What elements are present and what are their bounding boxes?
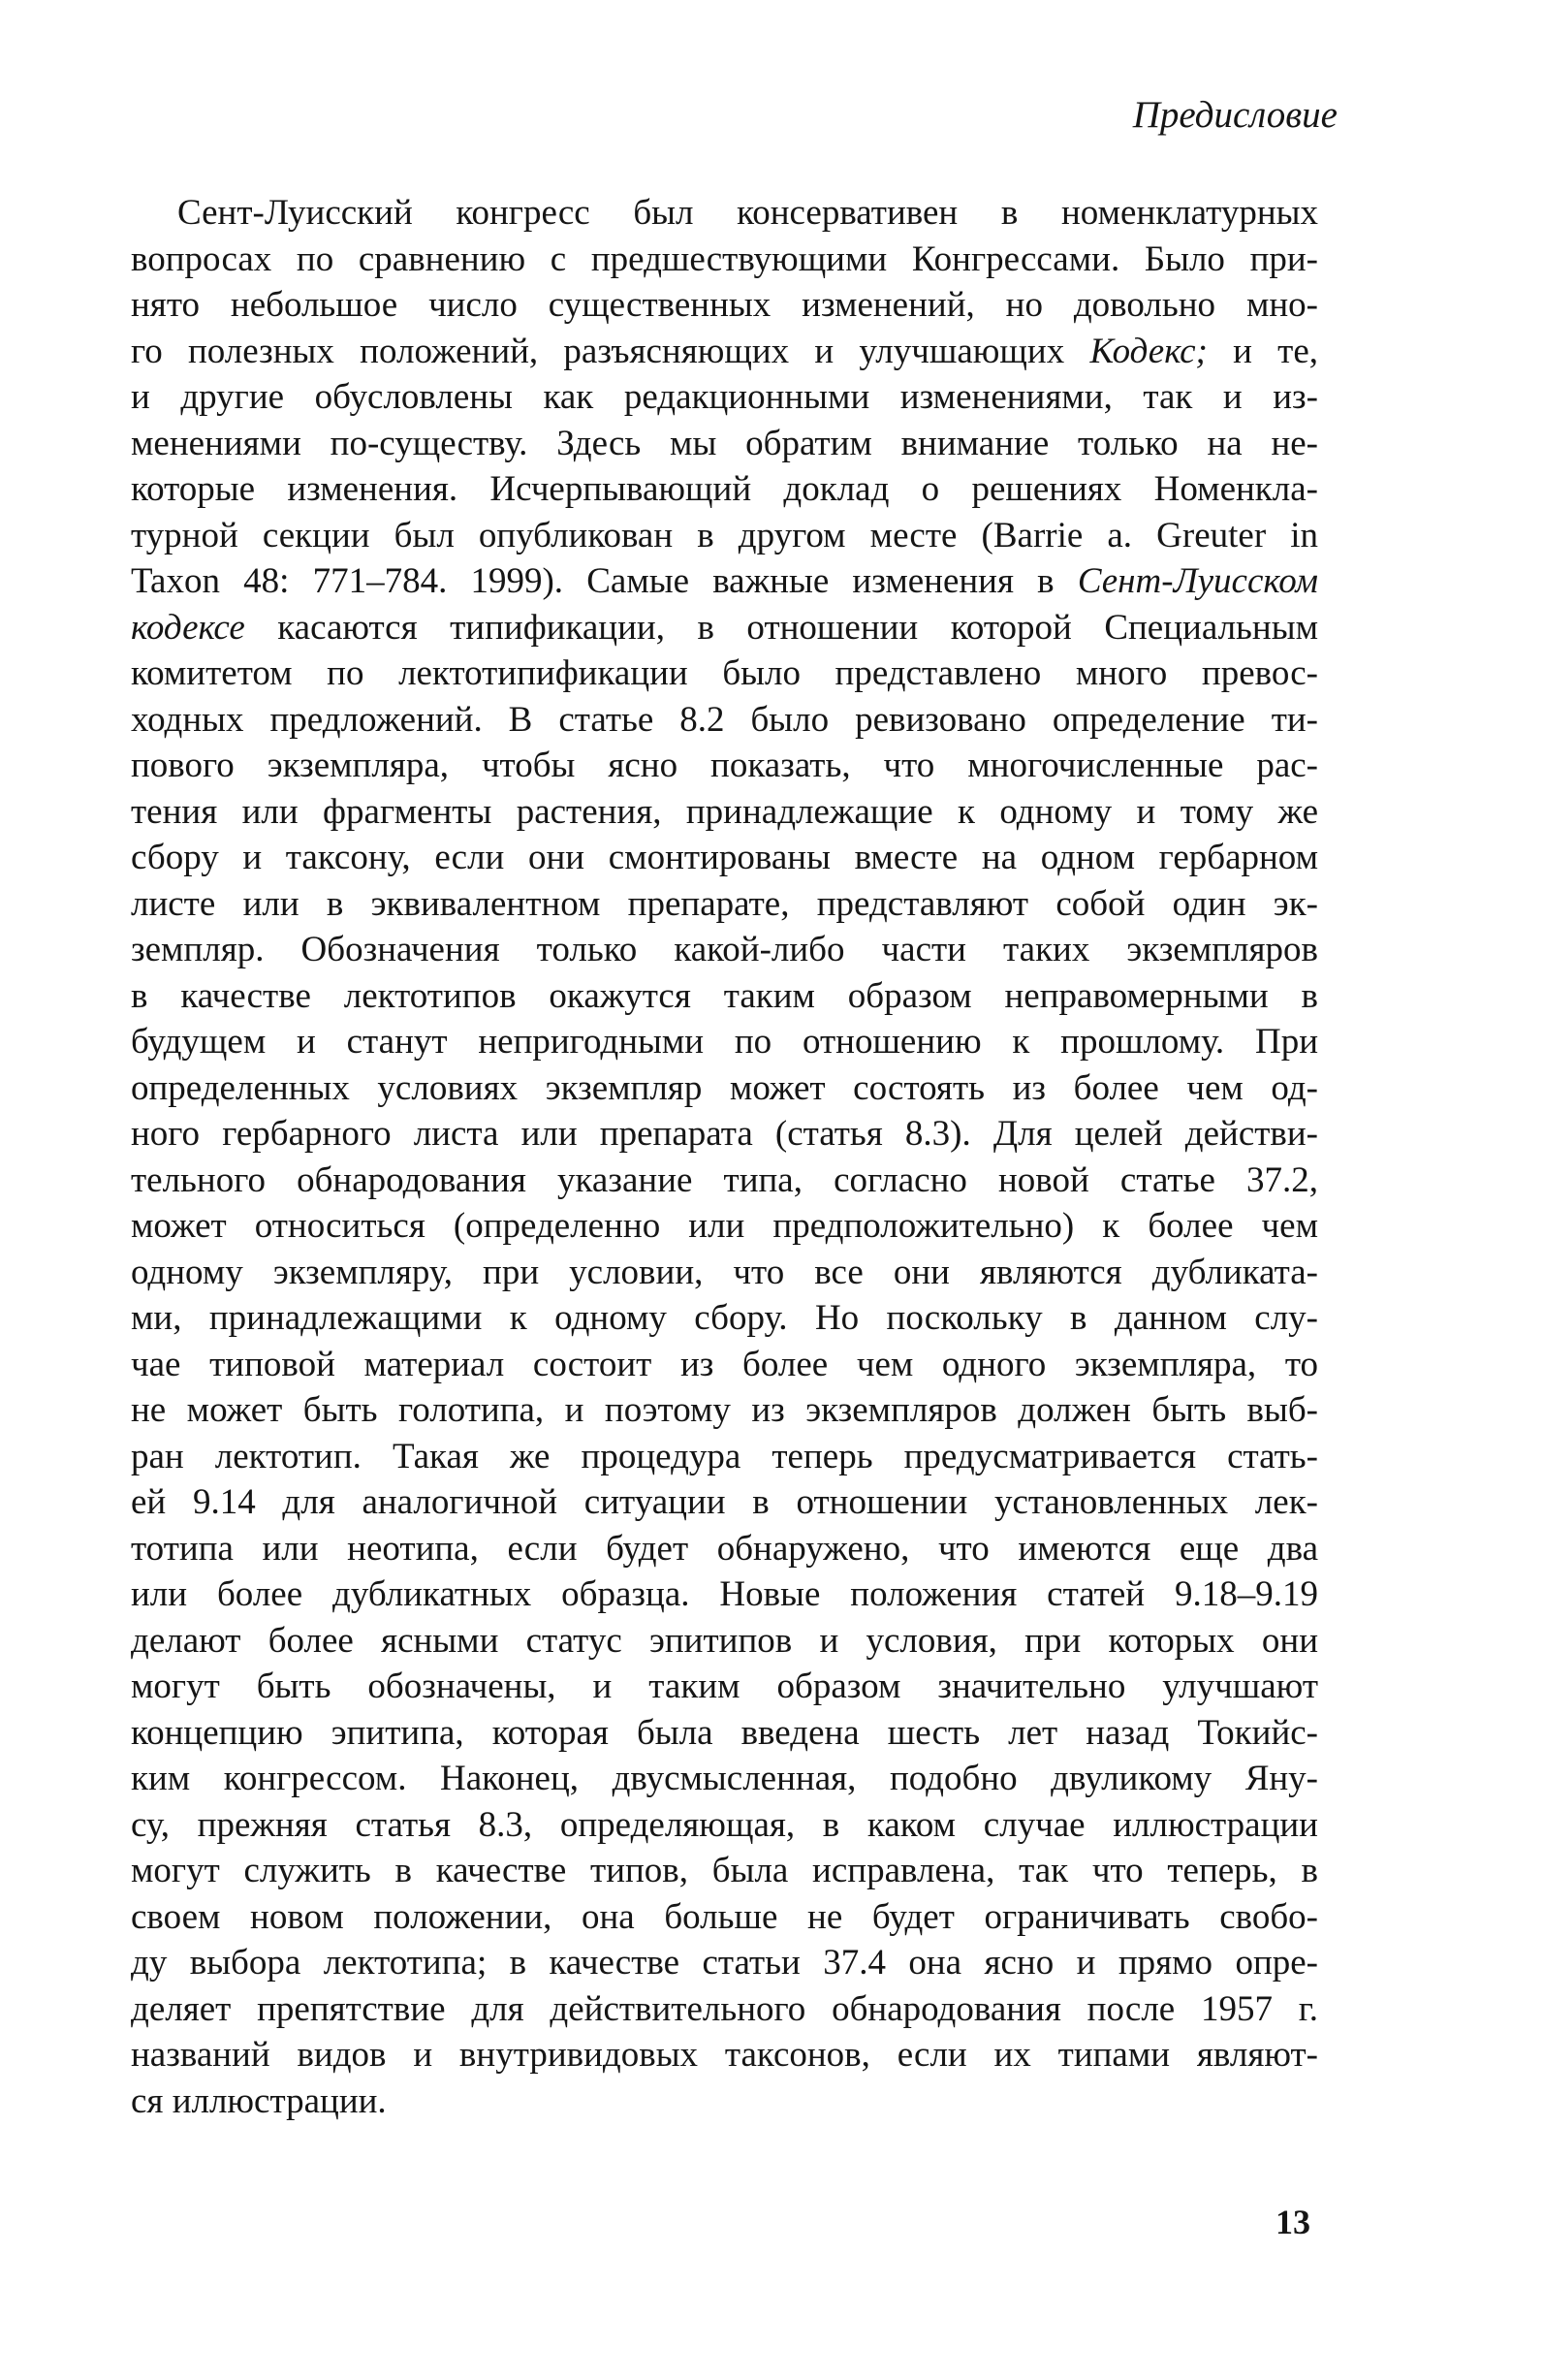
- text-line: будущем и станут непригодными по отношению к прошлому. При: [131, 1022, 1318, 1062]
- text-line: может относиться (определенно или предположительно) к более чем: [131, 1206, 1318, 1246]
- text-line: [131, 329, 1318, 375]
- text-line: ходных предложений. В статье 8.2 было ревизовано определение ти-: [131, 699, 1318, 740]
- body-paragraph: [131, 190, 1318, 2124]
- text-run: го полезных положений, разъясняющих и улучшающих: [131, 331, 1090, 371]
- text-line: ран лектотип. Такая же процедура теперь предусматривается стать-: [131, 1436, 1318, 1476]
- text-line: ду выбора лектотипа; в качестве статьи 37.4 она ясно и прямо опре-: [131, 1943, 1318, 1983]
- text-line: земпляр. Обозначения только какой-либо части таких экземпляров: [131, 930, 1318, 969]
- text-line: пового экземпляра, чтобы ясно показать, что многочисленные рас-: [131, 746, 1318, 785]
- text-line: листе или в эквивалентном препарате, представляют собой один эк-: [131, 883, 1318, 924]
- text-line: тотипа или неотипа, если будет обнаружено, что имеются еще два: [131, 1528, 1318, 1569]
- text-line: своем новом положении, она больше не будет ограничивать свобо-: [131, 1896, 1318, 1937]
- text-line: [131, 605, 1318, 651]
- text-line: Сент-Луисский конгресс был консервативен в номенклатурных: [177, 193, 1318, 233]
- italic-term: Кодекс;: [1089, 331, 1208, 371]
- text-line: комитетом по лектотипификации было представлено много превос-: [131, 653, 1318, 693]
- italic-term: Сент-Луисском: [1077, 561, 1318, 601]
- text-line: ким конгрессом. Наконец, двусмысленная, подобно двуликому Яну-: [131, 1759, 1318, 1798]
- text-line: вопросах по сравнению с предшествующими Конгрессами. Было при-: [131, 238, 1318, 279]
- text-line: сбору и таксону, если они смонтированы вместе на одном гербарном: [131, 838, 1318, 877]
- text-line: не может быть голотипа, и поэтому из экземпляров должен быть выб-: [131, 1390, 1318, 1430]
- text-line: и другие обусловлены как редакционными изменениями, так и из-: [131, 377, 1318, 417]
- text-line: чае типовой материал состоит из более чем одного экземпляра, то: [131, 1344, 1318, 1384]
- italic-term: кодексе: [131, 607, 245, 648]
- text-line: ей 9.14 для аналогичной ситуации в отношении установленных лек-: [131, 1482, 1318, 1522]
- text-line: ного гербарного листа или препарата (статья 8.3). Для целей действи-: [131, 1114, 1318, 1154]
- text-run: Taxon 48: 771–784. 1999). Самые важные изменения в: [131, 561, 1078, 601]
- text-line: [131, 558, 1318, 605]
- text-line: тения или фрагменты растения, принадлежащие к одному и тому же: [131, 791, 1318, 832]
- text-line: названий видов и внутривидовых таксонов, если их типами являют-: [131, 2035, 1318, 2075]
- text-line: тельного обнародования указание типа, согласно новой статье 37.2,: [131, 1159, 1318, 1200]
- text-line: менениями по-существу. Здесь мы обратим внимание только на не-: [131, 423, 1318, 463]
- text-run: касаются типификации, в отношении которой Специальным: [244, 607, 1318, 648]
- text-line: в качестве лектотипов окажутся таким образом неправомерными в: [131, 975, 1318, 1016]
- text-line: определенных условиях экземпляр может состоять из более чем од-: [131, 1067, 1318, 1108]
- text-run: и те,: [1207, 331, 1318, 371]
- text-line: нято небольшое число существенных изменений, но довольно мно-: [131, 285, 1318, 325]
- text-line: деляет препятствие для действительного обнародования после 1957 г.: [131, 1988, 1318, 2029]
- text-line: су, прежняя статья 8.3, определяющая, в каком случае иллюстрации: [131, 1804, 1318, 1845]
- text-line: одному экземпляру, при условии, что все они являются дубликата-: [131, 1252, 1318, 1292]
- page-number: 13: [1275, 2203, 1310, 2241]
- text-line: или более дубликатных образца. Новые положения статей 9.18–9.19: [131, 1574, 1318, 1614]
- text-line: могут быть обозначены, и таким образом значительно улучшают: [131, 1666, 1318, 1706]
- text-line: могут служить в качестве типов, была исправлена, так что теперь, в: [131, 1851, 1318, 1890]
- running-header: Предисловие: [1132, 94, 1338, 136]
- text-line: турной секции был опубликован в другом месте (Barrie a. Greuter in: [131, 515, 1318, 555]
- text-line: ся иллюстрации.: [131, 2080, 387, 2121]
- text-line: концепцию эпитипа, которая была введена шесть лет назад Токийс-: [131, 1712, 1318, 1753]
- text-line: которые изменения. Исчерпывающий доклад о решениях Номенкла-: [131, 469, 1318, 509]
- text-line: делают более ясными статус эпитипов и условия, при которых они: [131, 1620, 1318, 1661]
- text-line: ми, принадлежащими к одному сбору. Но поскольку в данном слу-: [131, 1298, 1318, 1338]
